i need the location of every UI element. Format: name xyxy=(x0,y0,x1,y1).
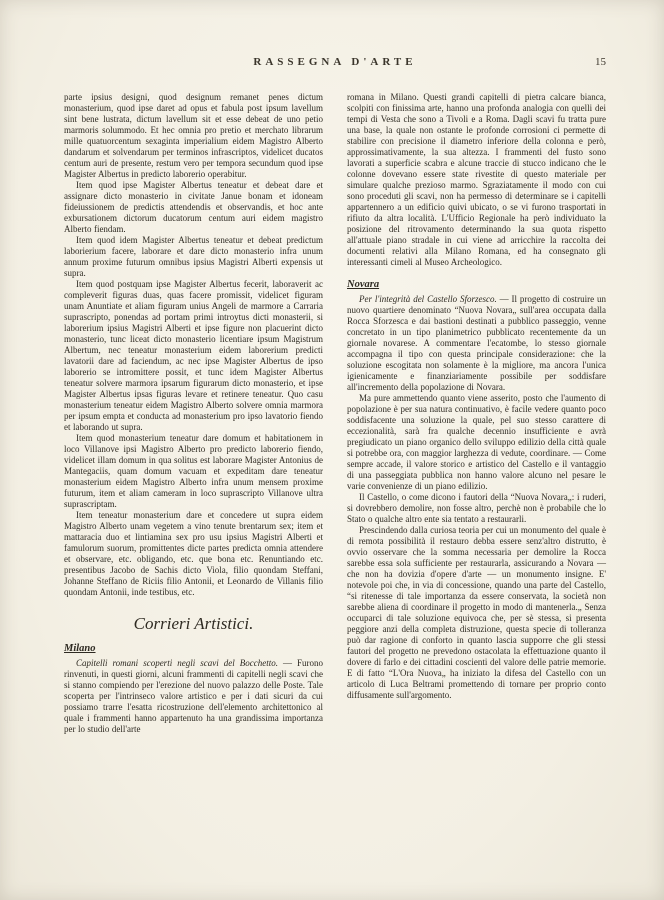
left-column xyxy=(64,92,323,886)
page-header xyxy=(64,56,606,72)
page-number: 15 xyxy=(595,56,606,68)
journal-title: RASSEGNA D'ARTE xyxy=(253,56,417,68)
section-gap xyxy=(347,268,606,272)
latin-paragraph-3: Item quod idem Magister Albertus teneatur et debeat predictum laborierium facere, laborare et dare dicto monasterio infra unum annum proxime futurum omnibus ipsius Magistri Alberti expensis ut supra. xyxy=(64,235,323,278)
novara-paragraph-2: Ma pure ammettendo quanto viene asserito, posto che l'aumento di popolazione è per sua natura continuativo, è facile vedere quanto poco soddisfacente una soluzione la quale, pel suo stesso carattere di eccezionalità, sarà fra qualche decennio insufficiente e avrà pregiudicato un piano organico dello sviluppo edilizio della città quale si potrebbe ora, con maggior larghezza di vedute, coordinare. — Come sempre accade, il valore storico e artistico del Castello e il vantaggio di una passeggiata pubblica non hanno valore alcuno nel pesare le varie convenienze di un piano edilizio. xyxy=(347,393,606,491)
city-heading-novara: Novara xyxy=(347,279,380,290)
latin-paragraph-6: Item teneatur monasterium dare et concedere ut supra eidem Magistro Alberto unam vegetem a vino tenute brentarum sex; item et mattaracia duo et lintiamina sex pro usu ipsius Magistri Alberti et famulorum suorum, promittentes dicte partes predicta omnia attendere et observare, etc. obligando, etc. que bona etc. Renuntiando etc. presentibus Jacobo de Sachis dicto Viola, filio quondam Steffani, Johanne Steffano de Riciis filio Antonii, et Leonardo de Villanis filio quondam Antonii, inde testibus, etc. xyxy=(64,510,323,597)
section-heading-corrieri-artistici: Corrieri Artistici. xyxy=(133,614,254,633)
city-heading-milano: Milano xyxy=(64,643,96,654)
latin-paragraph-4: Item quod postquam ipse Magister Albertus fecerit, laboraverit ac compleverit figuras duas, quas facere promissit, videlicet figuram unam Anuntiate et aliam figuram unius Angeli de marmore a Carraria suprascripto, ponendas ad portam primi introytus dicti monasterii, si laborerium ipsius Magistri Alberti et ipse figure non placuerint dicto monasterio, tunc liceat dicto monasterio licentiare ipsum Magistrum Albertum, nec teneatur monasterium eidem laborerium predicti lavatorii dare ad faciendum, ac nec ipse Magister Albertus de ipso laborerio se intromittere possit, et tunc idem Magister Albertus teneatur solvere marmora ipsarum figurarum dicto monasterio, et ipse Magister Albertus ipsas figuras levare et retinere teneatur. Quo casu monasterium teneatur eidem Magistro Alberto solvere omnia marmora per ipsum empta et conducta ad monasterium pro ipso lavatorio fiendo et laborando ut supra. xyxy=(64,279,323,432)
novara-paragraph-3: Il Castello, o come dicono i fautori della “Nuova Novara„: i ruderi, si dovrebbero demolire, non fosse altro, perchè non è probabile che lo Stato o qualche altro ente sia tentato a restaurarli. xyxy=(347,492,606,524)
novara-article-intro-text: — Il progetto di costruire un nuovo quartiere denominato “Nuova Novara„ sull'area occupata dalla Rocca Sforzesca e dai bastioni destinati a pubblico passeggio, venne concretato in un tipo planimetrico pubblicato recentemente da un giornale novarese. A commentare l'ecatombe, lo stesso giornale accompagna il tipo con questa principale considerazione: che la soluzione escogitata non solamente è la migliore, ma ancora l'unica igienicamente e finanziariamente possibile per soddisfare all'incremento della popolazione di Novara. xyxy=(347,294,606,392)
novara-article-title: Per l'integrità del Castello Sforzesco. xyxy=(359,294,497,304)
novara-paragraph-4: Prescindendo dalla curiosa teoria per cui un monumento del quale è di remota possibilità il restauro debba essere senz'altro distrutto, è ovvio osservare che la somma necessaria per demolire la Rocca sarebbe essa sola sufficiente per restaurarla, assicurando a Novara — che non ha dovizia d'opere d'arte — un monumento insigne. E' notevole poi che, in via di concessione, quando una parte del Castello, “si ritenesse di tale importanza da essere conservata, la società non sarebbe aliena di coordinare il progetto in modo di mantenerla.„ Senza occuparci di tale soluzione equivoca che, per sè stessa, si presenta peggiore anzi della completa distruzione, questa specie di tolleranza può dar ragione di conforto in quanto lascia supporre che gli stessi fautori del progetto ne prevedono ostacolata la effettuazione quanto il dovere di farlo e dei cittadini coscienti del valore delle patrie memorie. E di fatto “L'Ora Nuova„ ha iniziato la difesa del Castello con un articolo di Luca Beltrami promettendo di tornare per proprio conto diffusamente sull'argomento. xyxy=(347,525,606,700)
text-columns xyxy=(64,92,606,886)
latin-paragraph-2: Item quod ipse Magister Albertus teneatur et debeat dare et assignare dicto monasterio in civitate Janue bonam et idoneam fideiussionem de predictis attendendis et observandis, et hoc ante exbursationem dictorum ducatorum centum auri eidem magistro Alberto fiendam. xyxy=(64,180,323,234)
milan-article-text: — Furono rinvenuti, in questi giorni, alcuni frammenti di capitelli negli scavi che si stanno compiendo per l'erezione del nuovo palazzo delle Poste. Tale scoperta per l'intrinseco valore artistico e per i dati sicuri da cui possiamo trarre l'esatta ricostruzione dell'elemento architettonico al quale i frammenti hanno appartenuto ha una grandissima importanza per lo studio dell'arte xyxy=(64,658,323,734)
milan-article-title: Capitelli romani scoperti negli scavi del Bocchetto. xyxy=(76,658,278,668)
right-column xyxy=(347,92,606,886)
latin-paragraph-5: Item quod monasterium teneatur dare domum et habitationem in loco Villanove ipsi Magistro Alberto pro predicto laborerio fiendo, videlicet illam domum in qua solitus est laborare Magister Antonius de Mantegaciis, quam domum vacuam et expeditam dare teneatur monasterium eidem Magistro Alberto infra unum mensem proxime futurum, item et aliam cameram in loco suprascripto Villanove ultra suprascriptam. xyxy=(64,433,323,509)
milan-article xyxy=(64,658,323,735)
latin-paragraph-1: parte ipsius designi, quod designum remanet penes dictum monasterium, quod ipse daret ad opus et fabula post ipsum lavellum sint bene lustrata, dictum lavellum sit et esse debeat de uno petio marmoris solummodo. Et hec omnia pro pretio et merchato librarum mille quatuorcentum sexaginta imperialium eidem Magistro Alberto dandarum et solvendarum per terminos infrascriptos, videlicet ducatos centum auri de presente, restum vero per tempora secundum quod ipse Magister Albertus in predicto laborerio operabitur. xyxy=(64,92,323,179)
novara-article-intro xyxy=(347,294,606,393)
milan-article-continuation: romana in Milano. Questi grandi capitelli di pietra calcare bianca, scolpiti con finissima arte, hanno una profonda analogia con quelli dei tempi di Vesta che sono a Tivoli e a Roma. Dagli scavi fu tratta pure una base, la quale non ostante le profonde corrosioni ci permette di stabilire con precisione il diametro inferiore della colonna e però, approssimativamente, la sua altezza. I frammenti del fusto sono lavorati a superficie scabra e alcune traccie di stucco indicano che le colonne dovevano essere state rivestite di questo materiale per simulare qualche prezioso marmo. Sgraziatamente il modo con cui sono proceduti gli scavi, non ha permesso di determinare se i capitelli appartennero a un edificio quivi ubicato, o se vi furono trasportati in rifiuto da altra località. L'Ufficio Regionale ha però individuato la posizione del ritrovamento determinando la sua quota rispetto all'attuale piano stradale in cui viene ad arricchire la raccolta dei documenti relativi alla Milano Romana, ed ha consegnato gli interessanti cimeli al Museo Archeologico. xyxy=(347,92,606,267)
